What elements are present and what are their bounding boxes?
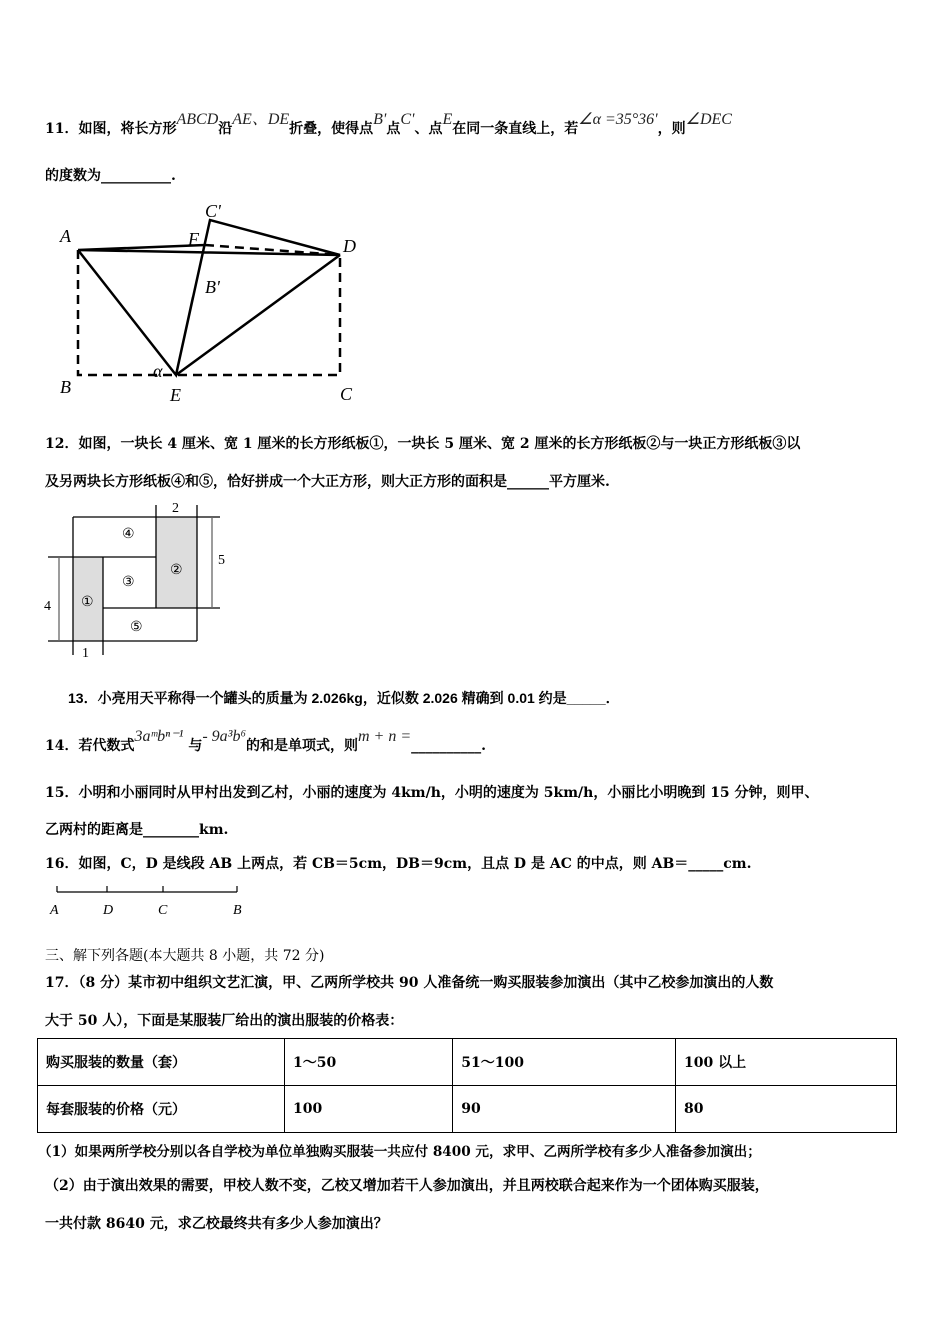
question-17: 17．（8 分）某市初中组织文艺汇演，甲、乙两所学校共 90 人准备统一购买服装参加演出（其中乙校参加演出的人数 [45, 975, 774, 991]
math: E [442, 111, 453, 128]
label: 1 [82, 646, 89, 660]
label: 2 [172, 501, 179, 516]
question-11-blank: 的度数为__________. [45, 168, 176, 184]
label: B [60, 377, 71, 397]
label: A [60, 226, 71, 246]
label: E [170, 385, 181, 405]
text: 在同一条直线上，若 [452, 121, 579, 137]
text: ，则 [657, 121, 686, 137]
text: 11．如图，将长方形 [45, 121, 177, 137]
table-row [38, 1039, 897, 1086]
label: C' [205, 201, 221, 221]
section-heading: 三、解下列各题(本大题共 8 小题，共 72 分) [45, 948, 325, 964]
label: D [103, 903, 114, 918]
question-13: 13．小亮用天平称得一个罐头的质量为 2.026kg，近似数 2.026 精确到 0.01 约是_____． [68, 690, 620, 706]
table-cell: 100 以上 [675, 1039, 896, 1086]
math: ABCD [176, 111, 219, 128]
question-17-part-1: （1）如果两所学校分别以各自学校为单位单独购买服装一共应付 8400 元，求甲、乙两所学校有多少人准备参加演出； [38, 1144, 761, 1160]
math: B' [373, 111, 387, 128]
label: ④ [122, 527, 135, 542]
table-cell: 51～100 [453, 1039, 676, 1086]
text: 与 [188, 738, 203, 754]
label: A [50, 903, 59, 918]
label: B' [205, 277, 220, 297]
label: ① [81, 595, 94, 610]
label: F [188, 229, 199, 249]
label: ③ [122, 575, 135, 590]
question-12: 12．如图，一块长 4 厘米、宽 1 厘米的长方形纸板①，一块长 5 厘米、宽 2 厘米的长方形纸板②与一块正方形纸板③以 [45, 436, 801, 452]
label: B [233, 903, 242, 918]
question-14 [45, 728, 487, 755]
math: - 9a³b⁶ [202, 728, 246, 745]
text: 点 [386, 121, 401, 137]
question-17-line2: 大于 50 人），下面是某服装厂给出的演出服装的价格表： [45, 1013, 404, 1029]
figure-segment [45, 880, 250, 920]
figure-fold-rectangle [45, 195, 375, 410]
label: C [158, 903, 168, 918]
math: m + n = [358, 728, 412, 745]
table-row [38, 1086, 897, 1133]
label: 4 [44, 599, 51, 614]
question-11 [45, 111, 732, 138]
text: 沿 [218, 121, 233, 137]
question-17-part-2: （2）由于演出效果的需要，甲校人数不变，乙校又增加若干人参加演出，并且两校联合起来作为一个团体购买服装， [45, 1178, 769, 1194]
question-15: 15．小明和小丽同时从甲村出发到乙村，小丽的速度为 4km/h，小明的速度为 5km/h，小丽比小明晚到 15 分钟，则甲、 [45, 785, 819, 801]
table-cell: 每套服装的价格（元） [38, 1086, 285, 1133]
table-cell: 80 [675, 1086, 896, 1133]
table-cell: 1～50 [285, 1039, 453, 1086]
math: ∠α =35°36' [578, 111, 658, 128]
text: 、点 [414, 121, 443, 137]
table-cell: 购买服装的数量（套） [38, 1039, 285, 1086]
text: 的和是单项式，则 [246, 738, 358, 754]
table-cell: 90 [453, 1086, 676, 1133]
label: α [153, 361, 163, 381]
question-12-line2: 及另两块长方形纸板④和⑤，恰好拼成一个大正方形，则大正方形的面积是______平方厘米. [45, 474, 610, 490]
label: C [340, 384, 353, 404]
price-table [37, 1038, 897, 1133]
question-17-part-2b: 一共付款 8640 元，求乙校最终共有多少人参加演出？ [45, 1216, 388, 1232]
figure-squares [40, 500, 240, 660]
label: ⑤ [130, 620, 143, 635]
math: AE、DE [232, 111, 290, 128]
label: D [343, 236, 356, 256]
text: 折叠，使得点 [289, 121, 374, 137]
table-cell: 100 [285, 1086, 453, 1133]
question-15-line2: 乙两村的距离是________km. [45, 822, 229, 838]
math: ∠DEC [685, 111, 732, 128]
label: ② [170, 563, 183, 578]
text: 14．若代数式 [45, 738, 135, 754]
text: __________. [411, 738, 487, 754]
math: C' [400, 111, 415, 128]
label: 5 [218, 553, 225, 568]
question-16: 16．如图，C，D 是线段 AB 上两点，若 CB＝5cm，DB＝9cm，且点 D 是 AC 的中点，则 AB＝_____cm. [45, 856, 752, 872]
math: 3aᵐbⁿ⁻¹ [134, 728, 184, 745]
